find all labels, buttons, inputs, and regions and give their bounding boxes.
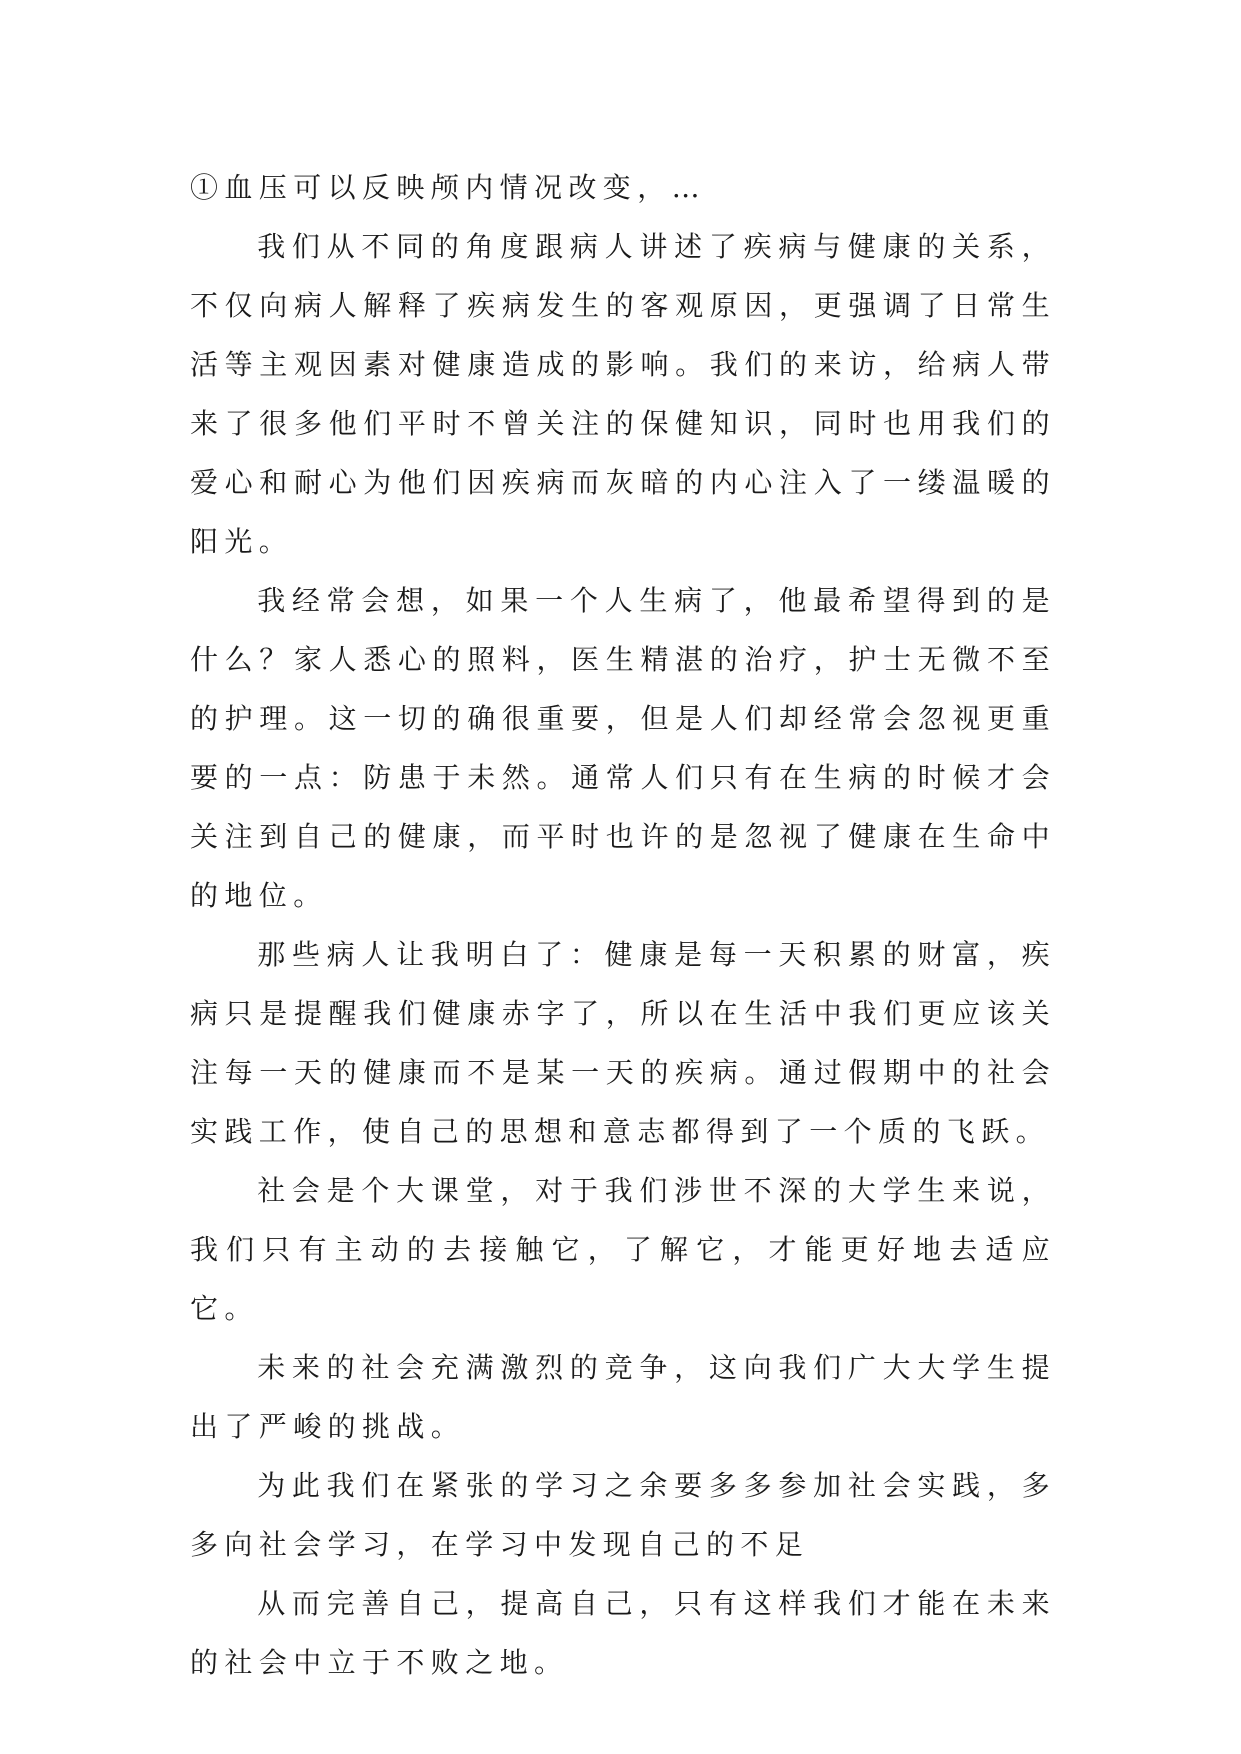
paragraph-5: 社会是个大课堂，对于我们涉世不深的大学生来说，我们只有主动的去接触它，了解它，才能更好地去适应它。 <box>190 1174 1056 1325</box>
paragraph-6: 未来的社会充满激烈的竞争，这向我们广大大学生提出了严峻的挑战。 <box>190 1351 1056 1443</box>
paragraph-3: 我经常会想，如果一个人生病了，他最希望得到的是什么？家人悉心的照料，医生精湛的治疗，护士无微不至的护理。这一切的确很重要，但是人们却经常会忽视更重要的一点：防患于未然。通常人们只有在生病的时候才会关注到自己的健康，而平时也许的是忽视了健康在生命中的地位。 <box>190 584 1056 912</box>
paragraph-4: 那些病人让我明白了：健康是每一天积累的财富，疾病只是提醒我们健康赤字了，所以在生活中我们更应该关注每一天的健康而不是某一天的疾病。通过假期中的社会实践工作，使自己的思想和意志都得到了一个质的飞跃。 <box>190 938 1056 1148</box>
paragraph-8: 从而完善自己，提高自己，只有这样我们才能在未来的社会中立于不败之地。 <box>190 1587 1056 1679</box>
paragraph-2: 我们从不同的角度跟病人讲述了疾病与健康的关系，不仅向病人解释了疾病发生的客观原因，更强调了日常生活等主观因素对健康造成的影响。我们的来访，给病人带来了很多他们平时不曾关注的保健知识，同时也用我们的爱心和耐心为他们因疾病而灰暗的内心注入了一缕温暖的阳光。 <box>190 230 1056 558</box>
document-body <box>190 158 1056 1692</box>
paragraph-7: 为此我们在紧张的学习之余要多多参加社会实践，多多向社会学习，在学习中发现自己的不足 <box>190 1469 1056 1561</box>
paragraph-1: ①血压可以反映颅内情况改变，… <box>190 171 707 204</box>
